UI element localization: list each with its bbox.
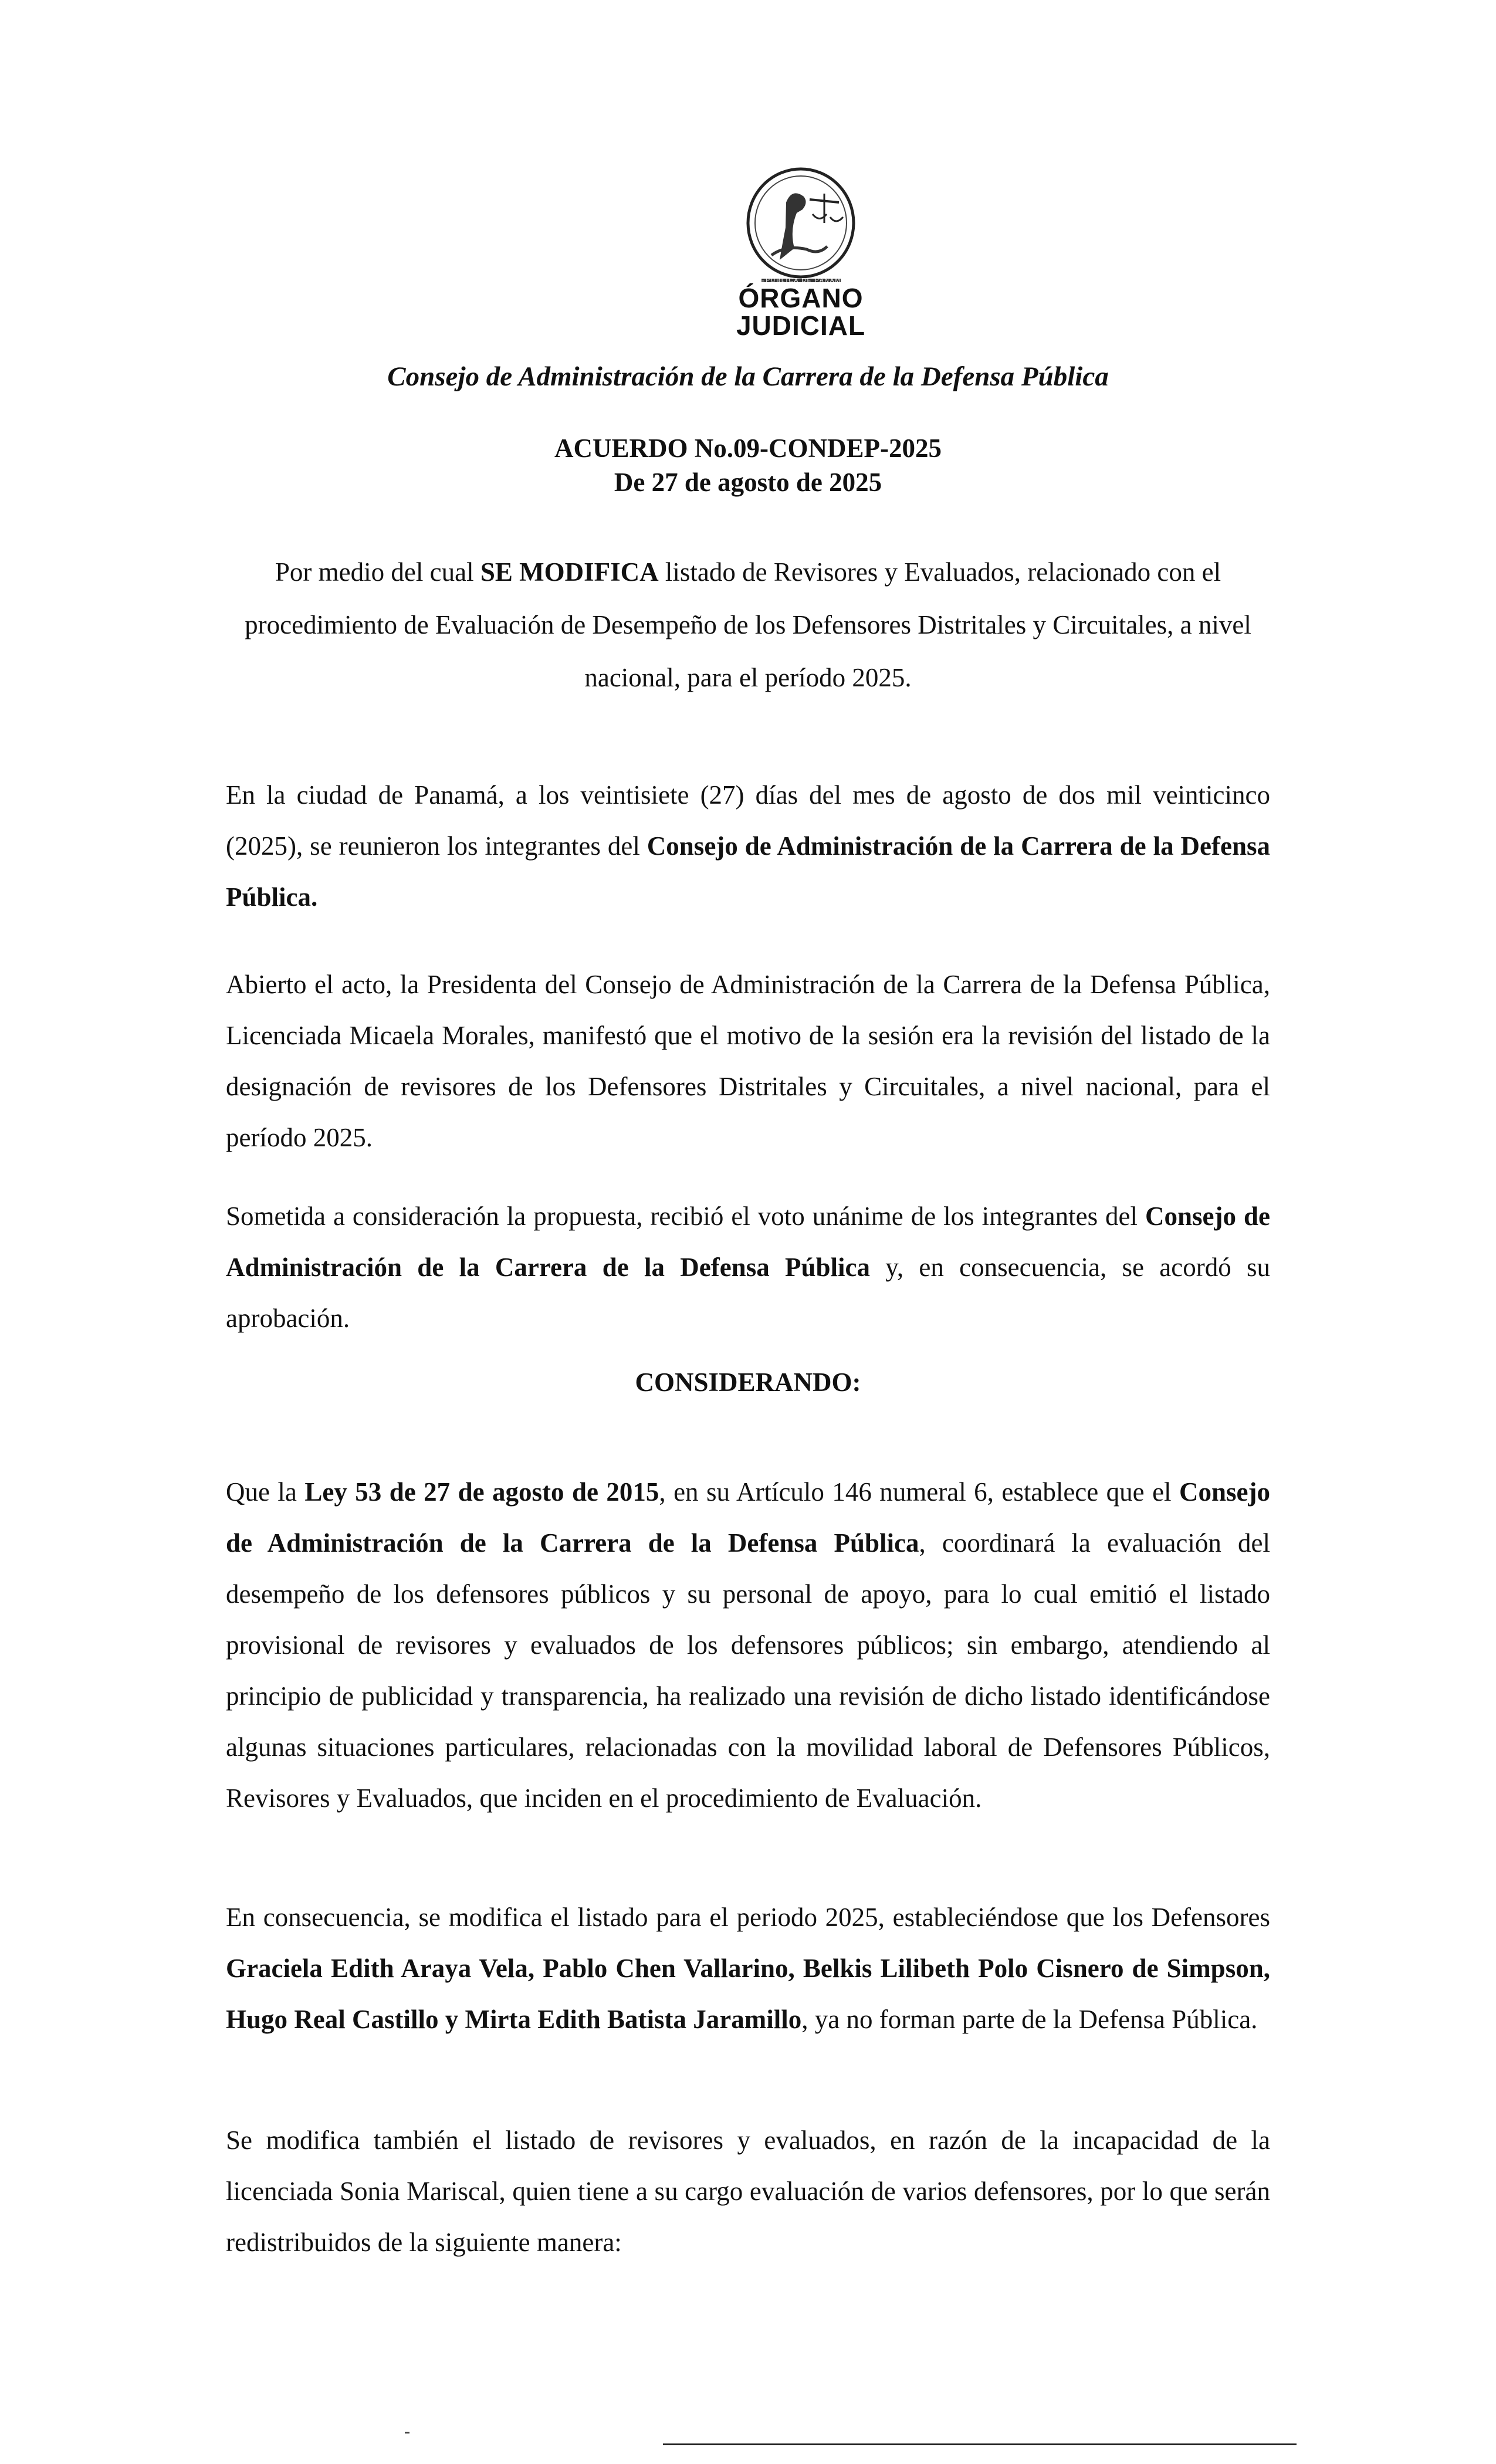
p6-text: Se modifica también el listado de revisores y evaluados, en razón de la incapacidad de la licenciada Sonia Mariscal, quien tiene a su cargo evaluación de varios defensores, por lo que serán redistribuidos de la siguiente manera: xyxy=(226,2125,1270,2257)
paragraph-opening xyxy=(226,959,1270,1163)
p4-council-name: Consejo de Administración de la Carrera de la Defensa Pública xyxy=(226,1477,1270,1558)
agreement-header xyxy=(0,431,1496,499)
p1-council-name: Consejo de Administración de la Carrera de la Defensa Pública. xyxy=(226,831,1271,912)
p5-text: En consecuencia, se modifica el listado para el periodo 2025, estableciéndose que los Defensores xyxy=(226,1903,1270,1932)
subject-text-cont: listado de Revisores y Evaluados, relacionado con el procedimiento de Evaluación de Desempeño de los Defensores Distritales y Circuitales, a nivel nacional, para el período 2025. xyxy=(245,557,1251,692)
p4-text-cont: , coordinará la evaluación del desempeño de los defensores públicos y su personal de apoyo, para lo cual emitió el listado provisional de revisores y evaluados de los defensores públicos; sin embargo, atendiendo al principio de publicidad y transparencia, ha realizado una revisión de dicho listado identificándose algunas situaciones particulares, relacionadas con la movilidad laboral de Defensores Públicos, Revisores y Evaluados, que inciden en el procedimiento de Evaluación. xyxy=(226,1528,1270,1813)
paragraph-meeting xyxy=(226,770,1270,923)
considerando-heading: CONSIDERANDO: xyxy=(635,1368,861,1397)
p4-text-mid: , en su Artículo 146 numeral 6, establece que el xyxy=(659,1477,1179,1507)
council-heading: Consejo de Administración de la Carrera de la Defensa Pública xyxy=(387,361,1109,392)
footer-rule xyxy=(663,2443,1297,2445)
agreement-date: De 27 de agosto de 2025 xyxy=(614,468,882,497)
subject-emphasis: SE MODIFICA xyxy=(480,557,659,587)
subject-text: Por medio del cual xyxy=(275,557,480,587)
scan-mark xyxy=(405,2432,409,2433)
paragraph-vote xyxy=(226,1191,1270,1344)
seal-organo: ÓRGANO xyxy=(738,283,864,313)
p3-text: Sometida a consideración la propuesta, recibió el voto unánime de los integrantes del xyxy=(226,1201,1146,1231)
p1-text: En la ciudad de Panamá, a los veintisiete (27) días del mes de agosto de dos mil veinticinco (2025), se reunieron los integrantes del xyxy=(226,780,1270,861)
paragraph-defenders-removed xyxy=(226,1892,1270,2045)
p5-text-cont: , ya no forman parte de la Defensa Pública. xyxy=(801,2005,1258,2034)
paragraph-law xyxy=(226,1467,1270,1824)
paragraph-redistribution xyxy=(226,2115,1270,2268)
seal-judicial: JUDICIAL xyxy=(736,310,866,341)
organo-judicial-seal xyxy=(730,167,871,343)
p4-text: Que la xyxy=(226,1477,305,1507)
p4-law-ref: Ley 53 de 27 de agosto de 2015 xyxy=(304,1477,659,1507)
seal-top-lettering: REPÚBLICA DE PANAMÁ xyxy=(755,277,847,284)
p5-defender-names: Graciela Edith Araya Vela, Pablo Chen Vallarino, Belkis Lilibeth Polo Cisnero de Simpson, Hugo Real Castillo y Mirta Edith Batista Jaramillo xyxy=(226,1954,1270,2034)
agreement-number: ACUERDO No.09-CONDEP-2025 xyxy=(554,434,942,463)
p3-council-name: Consejo de Administración de la Carrera de la Defensa Pública xyxy=(226,1201,1270,1282)
p3-text-cont: y, en consecuencia, se acordó su aprobación. xyxy=(226,1253,1270,1333)
agreement-subject xyxy=(223,546,1273,704)
p2-text: Abierto el acto, la Presidenta del Consejo de Administración de la Carrera de la Defensa Pública, Licenciada Micaela Morales, manifestó que el motivo de la sesión era la revisión del listado de la designación de revisores de los Defensores Distritales y Circuitales, a nivel nacional, para el período 2025. xyxy=(226,970,1270,1152)
